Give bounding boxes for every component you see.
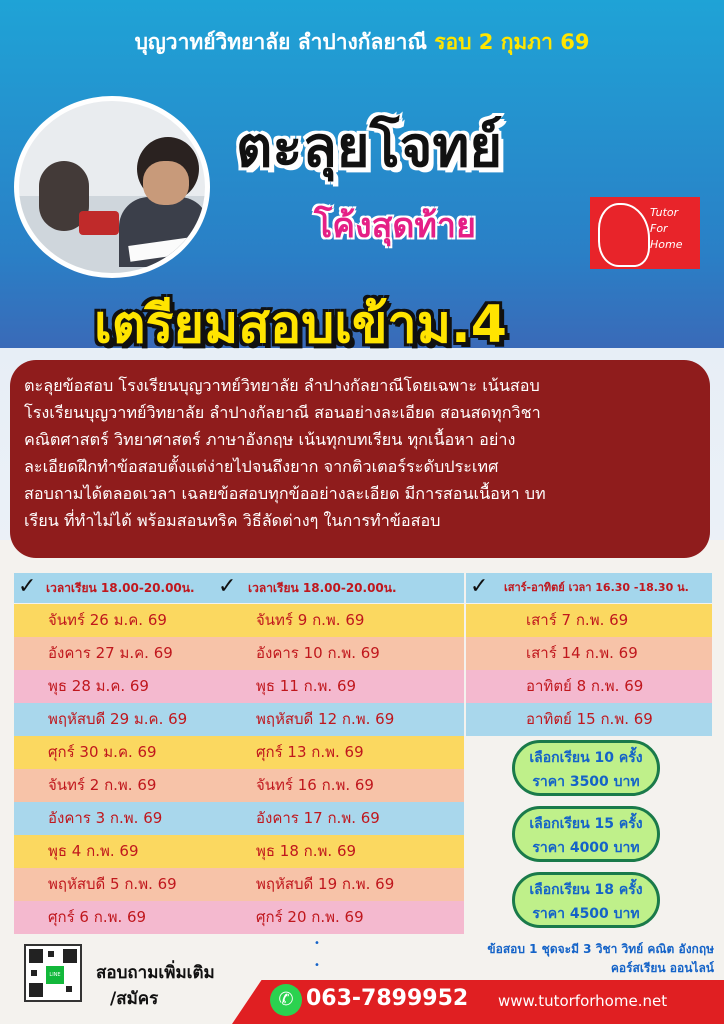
schedule-date-cell — [14, 835, 214, 868]
schedule-date-cell — [214, 604, 464, 637]
course-note — [414, 940, 714, 978]
header-label: เสาร์-อาทิตย์ เวลา 16.30 -18.30 น. — [504, 581, 689, 594]
logo-word-1: Tutor — [650, 206, 679, 219]
schedule-date: อาทิตย์ 15 ก.พ. 69 — [526, 710, 653, 728]
bullet-icon: • — [314, 938, 320, 949]
contact-text — [96, 960, 215, 1012]
price-option — [512, 806, 660, 862]
bullet-icon: • — [314, 960, 320, 971]
logo-word-2: For — [650, 222, 668, 235]
schedule-date: จันทร์ 9 ก.พ. 69 — [256, 611, 365, 629]
schedule-date: อังคาร 3 ก.พ. 69 — [48, 809, 163, 827]
price-amount: ราคา 3500 บาท — [532, 774, 640, 790]
schedule-date-cell — [214, 868, 464, 901]
schedule-date: พฤหัสบดี 12 ก.พ. 69 — [256, 710, 395, 728]
schedule-date-cell — [14, 769, 214, 802]
description-line: สอบถามได้ตลอดเวลา เฉลยข้อสอบทุกข้ออย่างละเอียด มีการสอนเนื้อหา บท — [24, 484, 546, 503]
schedule-date: อังคาร 10 ก.พ. 69 — [256, 644, 380, 662]
schedule-date-cell — [14, 901, 214, 934]
schedule-date-cell — [214, 670, 464, 703]
schedule-date-cell — [214, 637, 464, 670]
schedule-date-cell — [14, 637, 214, 670]
schedule-date: พฤหัสบดี 19 ก.พ. 69 — [256, 875, 395, 893]
schedule-date: จันทร์ 16 ก.พ. 69 — [256, 776, 374, 794]
schedule-header-2 — [214, 573, 464, 603]
schedule-date: อังคาร 27 ม.ค. 69 — [48, 644, 173, 662]
schedule-date-cell — [214, 835, 464, 868]
head-silhouette-icon — [598, 203, 650, 267]
schedule-date-cell — [14, 736, 214, 769]
price-sessions: เลือกเรียน 10 ครั้ง — [529, 750, 643, 766]
checkmark-icon: ✓ — [218, 574, 237, 599]
schedule-date: เสาร์ 14 ก.พ. 69 — [526, 644, 638, 662]
schedule-date-cell — [14, 802, 214, 835]
schedule-date: พุธ 4 ก.พ. 69 — [48, 842, 139, 860]
price-option — [512, 872, 660, 928]
schedule-date: ศุกร์ 30 ม.ค. 69 — [48, 743, 157, 761]
schedule-date-cell — [214, 736, 464, 769]
schedule-date: อาทิตย์ 8 ก.พ. 69 — [526, 677, 644, 695]
schedule-date: พุธ 18 ก.พ. 69 — [256, 842, 357, 860]
header-round: รอบ 2 กุมภา 69 — [434, 30, 590, 54]
price-option — [512, 740, 660, 796]
checkmark-icon: ✓ — [470, 574, 489, 599]
schedule-date-cell — [214, 703, 464, 736]
price-amount: ราคา 4500 บาท — [532, 906, 640, 922]
line-qr-code[interactable] — [24, 944, 82, 1002]
schedule-date: พฤหัสบดี 29 ม.ค. 69 — [48, 710, 188, 728]
description-line: คณิตศาสตร์ วิทยาศาสตร์ ภาษาอังกฤษ เน้นทุกบทเรียน ทุกเนื้อหา อย่าง — [24, 430, 516, 449]
note-line: ข้อสอบ 1 ชุดจะมี 3 วิชา วิทย์ คณิต อังกฤษ — [487, 942, 714, 956]
schedule-header-1 — [14, 573, 214, 603]
phone-icon[interactable]: ✆ — [270, 984, 302, 1016]
schedule-date: ศุกร์ 20 ก.พ. 69 — [256, 908, 364, 926]
schedule-date: ศุกร์ 6 ก.พ. 69 — [48, 908, 147, 926]
price-sessions: เลือกเรียน 15 ครั้ง — [529, 816, 643, 832]
schedule-date-cell — [466, 637, 712, 670]
tutor-for-home-logo — [590, 197, 700, 269]
header-school: บุญวาทย์วิทยาลัย ลำปางกัลยาณี — [134, 30, 427, 54]
website-link[interactable]: www.tutorforhome.net — [498, 992, 668, 1010]
price-amount: ราคา 4000 บาท — [532, 840, 640, 856]
schedule-date-cell — [14, 670, 214, 703]
header-banner — [0, 26, 724, 59]
schedule-date-cell — [466, 670, 712, 703]
schedule-date-cell — [466, 703, 712, 736]
schedule-date: อังคาร 17 ก.พ. 69 — [256, 809, 380, 827]
students-photo — [14, 96, 210, 278]
schedule-header-3 — [466, 573, 712, 603]
description-line: ละเอียดฝึกทำข้อสอบตั้งแต่ง่ายไปจนถึงยาก จากติวเตอร์ระดับประเทศ — [24, 457, 499, 476]
checkmark-icon: ✓ — [18, 574, 37, 599]
header-label: เวลาเรียน 18.00-20.00น. — [248, 581, 397, 595]
contact-line: /สมัคร — [110, 989, 159, 1009]
note-line: คอร์สเรียน ออนไลน์ — [610, 961, 714, 975]
schedule-date: พุธ 28 ม.ค. 69 — [48, 677, 149, 695]
schedule-date-cell — [14, 604, 214, 637]
schedule-date-cell — [214, 802, 464, 835]
schedule-date: พฤหัสบดี 5 ก.พ. 69 — [48, 875, 177, 893]
phone-number[interactable]: 063-7899952 — [306, 986, 469, 1011]
schedule-date-cell — [14, 868, 214, 901]
description-line: โรงเรียนบุญวาทย์วิทยาลัย ลำปางกัลยาณี สอนอย่างละเอียด สอนสดทุกวิชา — [24, 403, 541, 422]
header-label: เวลาเรียน 18.00-20.00น. — [46, 581, 195, 595]
main-title: ตะลุยโจทย์ — [236, 115, 503, 180]
exam-title: เตรียมสอบเข้าม.4 — [94, 295, 507, 355]
schedule-date-cell — [14, 703, 214, 736]
schedule-date-cell — [214, 769, 464, 802]
schedule-date: เสาร์ 7 ก.พ. 69 — [526, 611, 629, 629]
schedule-date-cell — [214, 901, 464, 934]
schedule-date: พุธ 11 ก.พ. 69 — [256, 677, 357, 695]
price-sessions: เลือกเรียน 18 ครั้ง — [529, 882, 643, 898]
contact-line: สอบถามเพิ่มเติม — [96, 963, 215, 983]
schedule-date-cell — [466, 604, 712, 637]
description-box — [10, 360, 710, 558]
schedule-date: ศุกร์ 13 ก.พ. 69 — [256, 743, 364, 761]
schedule-date: จันทร์ 26 ม.ค. 69 — [48, 611, 167, 629]
line-icon: LINE — [46, 966, 64, 984]
sub-title: โค้งสุดท้าย — [314, 206, 476, 246]
schedule-date: จันทร์ 2 ก.พ. 69 — [48, 776, 157, 794]
description-line: เรียน ที่ทำไม่ได้ พร้อมสอนทริค วิธีลัดต่างๆ ในการทำข้อสอบ — [24, 511, 441, 530]
description-line: ตะลุยข้อสอบ โรงเรียนบุญวาทย์วิทยาลัย ลำปางกัลยาณีโดยเฉพาะ เน้นสอบ — [24, 376, 540, 395]
logo-word-3: Home — [650, 238, 683, 251]
